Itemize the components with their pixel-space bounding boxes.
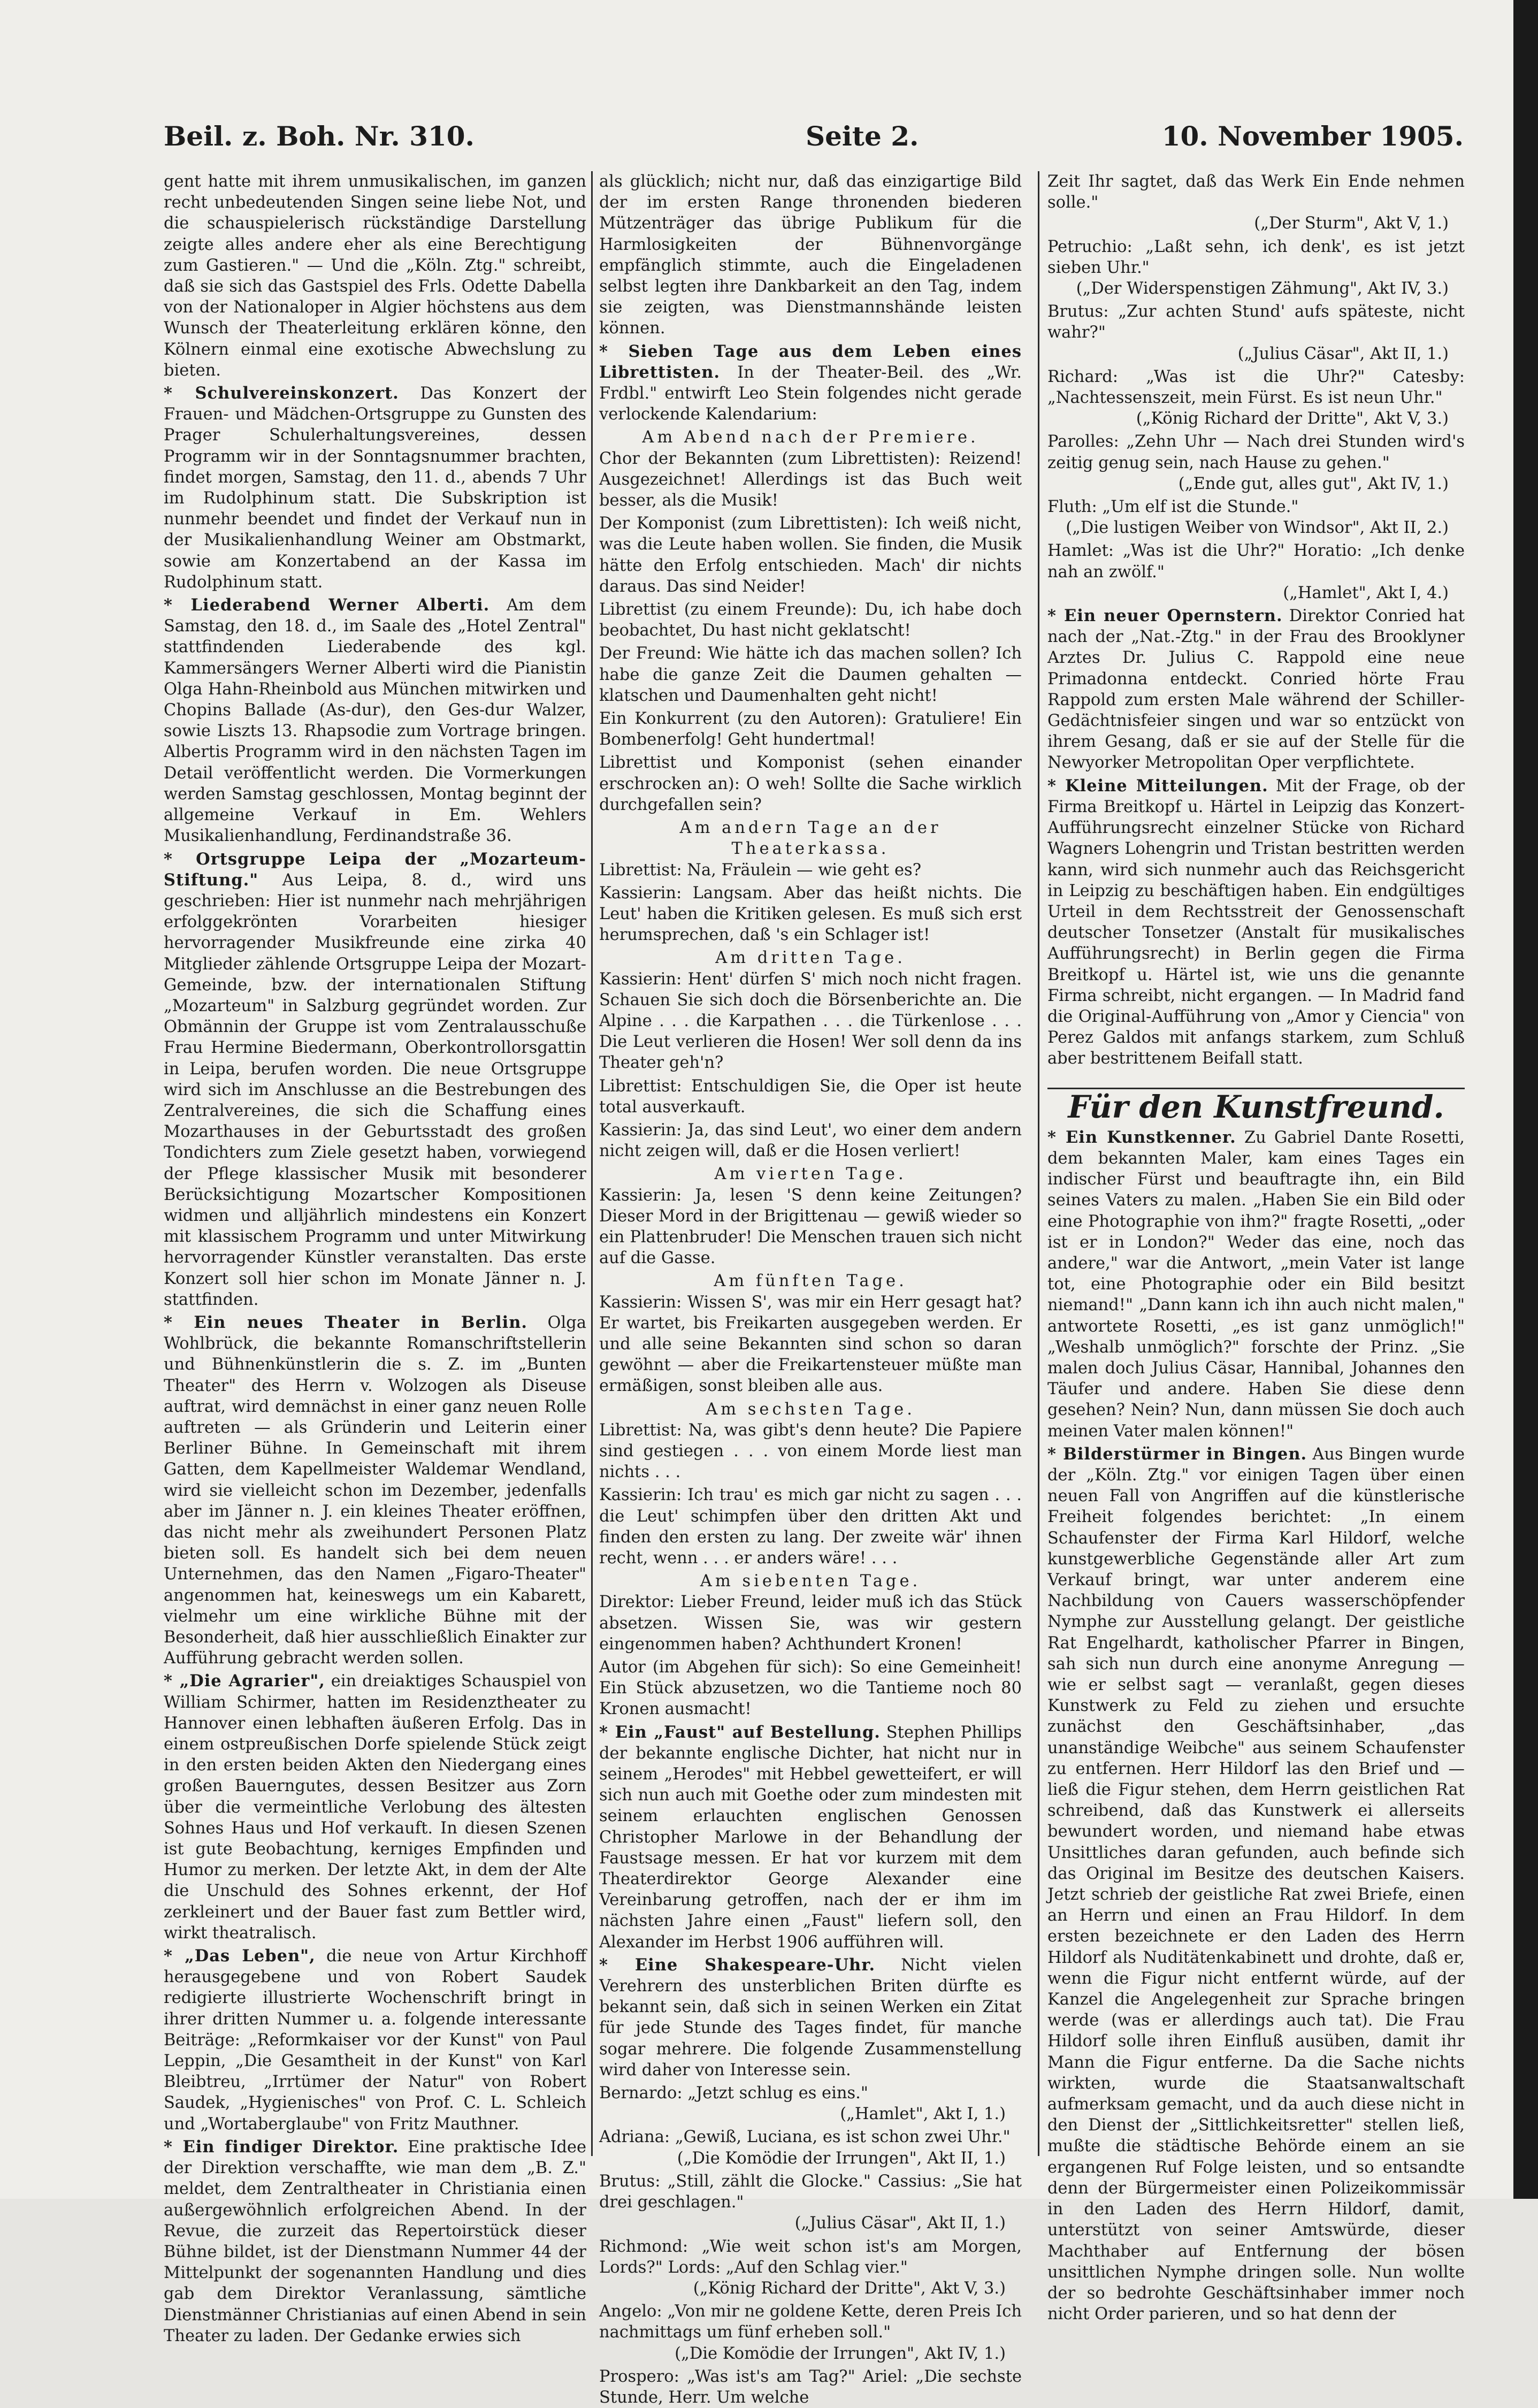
article-text: Stephen Phillips der bekannte englische Dichter, hat nicht nur in seinem „Herodes" mit Hebbel gewetteifert, er will sich nun auch mit Goethe oder zum mindesten mit seinem erlauchten englischen Genossen Christopher Marlowe in der Behandlung der Faustsage messen. Er hat vor kurzem mit dem Theaterdirektor George Alexander eine Vereinbarung getroffen, nach der er ihm im nächsten Jahre einen „Faust" liefern soll, den Alexander im Herbst 1906 aufführen will. [599,1723,1022,1952]
citation: („Hamlet", Akt I, 1.) [840,2105,1006,2124]
article-text: Kassierin: Ja, das sind Leut', wo einer dem andern nicht zeigen will, daß er die Hosen verliert! [599,1120,1022,1161]
article-paragraph [1047,366,1465,430]
article-headline: * Schulvereinskonzert. [164,384,399,403]
article-text: gent hatte mit ihrem unmusikalischen, im ganzen recht unbedeutenden Singen seine liebe Not, und die schauspielerisch rückständige Darstellung zeigte alles andere eher als eine Berechtigung zum Gastieren." — Und die „Köln. Ztg." schreibt, daß sie sich das Gastspiel des Frls. Odette Dabella von der Nationaloper in Algier höchstens aus dem Wunsch der Theaterleitung erklären könne, den Kölnern einmal eine exotische Abwechslung zu bieten. [164,172,586,380]
section-title: Für den Kunstfreund. [1047,1088,1465,1118]
article-paragraph [164,171,586,381]
article-text: Prospero: „Was ist's am Tag?" Ariel: „Die sechste Stunde, Herr. Um welche [599,2367,1022,2407]
scene-heading: Am dritten Tage. [715,949,906,968]
article-text: Direktor Conried hat nach der „Nat.-Ztg." in der Frau des Brooklyner Arztes Dr. Julius C. Rappold eine neue Primadonna entdeckt. Conried hörte Frau Rappold zum ersten Male während der Schiller-Gedächtnisfeier singen und war so entzückt von ihrem Gesang, daß er sie auf der Stelle für die Newyorker Metropolitan Oper verpflichtete. [1047,607,1465,773]
article-text: In der Theater-Beil. des „Wr. Frdbl." entwirft Leo Stein folgendes nicht gerade verlockende Kalendarium: [599,363,1022,424]
article-text: Kassierin: Wissen S', was mir ein Herr gesagt hat? Er wartet, bis Freikarten ausgegeben werden. Er und alle seine Bekannten sind schon so daran gewöhnt — aber die Freikartensteuer müßte man ermäßigen, sonst bleiben alle aus. [599,1293,1022,1396]
article-text: Das Konzert der Frauen- und Mädchen-Ortsgruppe zu Gunsten des Prager Schulerhaltungsvereines, dessen Programm wir in der Sonntagsnummer brachten, findet morgen, Samstag, den 11. d., abends 7 Uhr im Rudolphinum statt. Die Subskription ist nunmehr beendet und findet der Verkauf nun in der Musikalienhandlung Weiner am Obstmarkt, sowie am Konzertabend an der Kassa im Rudolphinum statt. [164,384,587,592]
article-paragraph [1047,431,1465,494]
article-text: Der Freund: Wie hätte ich das machen sollen? Ich habe die ganze Zeit die Daumen gehalten — klatschen und Daumenhalten geht nicht! [599,644,1022,705]
citation: („Hamlet", Akt I, 4.) [1283,583,1449,602]
article-headline: * Ein Kunstkenner. [1047,1127,1236,1147]
article-text: Adriana: „Gewiß, Luciana, es ist schon zwei Uhr." [599,2128,1011,2147]
article-paragraph [164,849,586,1310]
citation: („König Richard der Dritte", Akt V, 3.) [1136,409,1449,429]
article-text: Brutus: „Zur achten Stund' aufs späteste, nicht wahr?" [1047,302,1465,342]
article-paragraph [599,969,1022,1074]
article-text: Angelo: „Von mir ne goldene Kette, deren Preis Ich nachmittags um fünf erheben soll." [599,2302,1022,2342]
article-text: als glücklich; nicht nur, daß das einzigartige Bild der im ersten Range thronenden biederen Mützenträger das übrige Publikum für die Harmlosigkeiten der Bühnenvorgänge empfänglich stimmte, auch die Eingeladenen selbst legten ihre Dankbarkeit an den Tag, indem sie zeigten, was Dienstmannshände leisten können. [599,172,1022,338]
article-text: Autor (im Abgehen für sich): So eine Gemeinheit! Ein Stück abzusetzen, wo die Tantieme noch 80 Kronen ausmacht! [599,1658,1022,1719]
article-paragraph [599,2236,1022,2299]
article-headline: * Ein neuer Opernstern. [1047,606,1283,626]
article-headline: * „Das Leben", [164,1946,316,1966]
article-text: Librettist (zu einem Freunde): Du, ich habe doch beobachtet, Du hast nicht geklatscht! [599,600,1022,640]
scene-heading: Am Abend nach der Premiere. [642,428,979,447]
article-paragraph [1047,301,1465,364]
article-paragraph [599,1292,1022,1397]
article-text: Eine praktische Idee der Direktion verschaffte, wie man dem „B. Z." meldet, dem Zentraltheater in Christiania einen außergewöhnlich erfolgreichen Abend. In der Revue, die zurzeit das Repertoirstück dieser Bühne bildet, ist der Dienstmann Nummer 44 der Mittelpunkt der sogenannten Handlung und dies gab dem Direktor Veranlassung, sämtliche Dienstmänner Christianias auf einen Abend in sein Theater zu laden. Der Gedanke erwies sich [164,2137,586,2345]
article-text: Brutus: „Still, zählt die Glocke." Cassius: „Sie hat drei geschlagen." [599,2172,1022,2212]
article-paragraph [599,513,1022,597]
article-paragraph [599,2171,1022,2234]
article-paragraph [599,1485,1022,1569]
article-text: Zeit Ihr sagtet, daß das Werk Ein Ende nehmen solle." [1047,172,1465,212]
article-paragraph [164,1312,586,1669]
article-paragraph [599,448,1022,511]
scene-heading: Am andern Tage an der Theaterkassa. [679,819,942,859]
article-paragraph [599,1955,1022,2081]
article-paragraph [599,171,1022,339]
issue-number: Beil. z. Boh. Nr. 310. [164,120,475,152]
article-text: Olga Wohlbrück, die bekannte Romanschriftstellerin und Bühnenkünstlerin die s. Z. im „Bunten Theater" des Herrn v. Wolzogen als Diseuse auftrat, wird demnächst in einer ganz neuen Rolle auftreten — als Gründerin und Leiterin einer Berliner Bühne. In Gemeinschaft mit ihrem Gatten, dem Kapellmeister Waldemar Wendland, wird sie vielleicht schon im Dezember, jedenfalls aber im Jänner n. J. ein kleines Theater eröffnen, das nicht mehr als zweihundert Personen Platz bieten soll. Es handelt sich bei dem neuen Unternehmen, das den Namen „Figaro-Theater" angenommen hat, keineswegs um ein Kabarett, vielmehr um eine wirkliche Bühne mit der Besonderheit, daß hier ausschließlich Einakter zur Aufführung gebracht werden sollen. [164,1313,586,1668]
article-paragraph [599,860,1022,881]
article-text: Petruchio: „Laßt sehn, ich denk', es ist jetzt sieben Uhr." [1047,237,1465,277]
citation: („König Richard der Dritte", Akt V, 3.) [693,2279,1006,2298]
article-paragraph [1047,1444,1465,2325]
article-paragraph [599,1420,1022,1483]
article-text: die neue von Artur Kirchhoff herausgegebene und von Robert Saudek redigierte illustrierte Wochenschrift bringt in ihrer dritten Nummer u. a. folgende interessante Beiträge: „Reformkaiser vor der Kunst" von Paul Leppin, „Die Gesamtheit in der Kunst" von Karl Bleibtreu, „Irrtümer der Natur" von Robert Saudek, „Hygienisches" von Prof. C. L. Schleich und „Wortaberglaube" von Fritz Mauthner. [164,1947,586,2134]
issue-date: 10. November 1905. [1161,120,1464,152]
article-paragraph [599,1076,1022,1118]
article-paragraph [599,1120,1022,1161]
article-paragraph [1047,606,1465,774]
column-rule [1038,171,1039,2156]
citation: („Die lustigen Weiber von Windsor", Akt II, 2.) [1066,518,1449,538]
article-paragraph [599,1185,1022,1269]
article-headline: * Liederabend Werner Alberti. [164,595,490,615]
article-paragraph [164,1671,586,1944]
article-paragraph [1047,496,1465,538]
article-paragraph [599,599,1022,641]
scene-heading: Am sechsten Tage. [706,1400,915,1419]
article-paragraph [599,643,1022,706]
article-text: Aus Bingen wurde der „Köln. Ztg." vor einigen Tagen über einen neuen Fall von Angriffen auf die künstlerische Freiheit folgendes berichtet: „In einem Schaufenster der Firma Karl Hildorf, welche kunstgewerbliche Gegenstände aller Art zum Verkauf bringt, war unter anderem eine Nachbildung von Cauers wasserschöpfender Nymphe zur Ausstellung gelangt. Der geistliche Rat Engelhardt, katholischer Pfarrer in Bingen, sah sich nun durch eine anonyme Anregung — wie er selbst sagt — veranlaßt, gegen dieses Kunstwerk zu Feld zu ziehen und ersuchte zunächst den Geschäftsinhaber, „das unanständige Weibche" aus seinem Schaufenster zu entfernen. Herr Hildorf las den Brief und — ließ die Figur stehen, dem Herrn geistlichen Rat schreibend, daß das Kunstwerk ei allerseits bewundert worden, und niemand habe etwas Unsittliches daran gefunden, auch befinde sich das Original im Besitze des deutschen Kaisers. Jetzt schrieb der geistliche Rat zwei Briefe, einen an Herrn und einen an Frau Hildorf. In dem ersten bezeichnete er den Laden des Herrn Hildorf als Nuditätenkabinett und drohte, daß er, wenn die Figur nicht entfernt würde, auf der Kanzel die Angelegenheit zur Sprache bringen werde (was er allerdings auch tat). Die Frau Hildorf solle ihren Einfluß ausüben, damit ihr Mann die Figur entferne. Da die Sache nichts wirkten, wurde die Staatsanwaltschaft aufmerksam gemacht, und da auch diese nicht in den Dienst der „Sittlichkeitsretter" stellen ließ, mußte die städtische Behörde einem an sie ergangenen Ruf Folge leisten, und so entsandte denn der Bürgermeister einen Polizeikommissär in den Laden des Herrn Hildorf, damit, unterstützt von seiner Amtswürde, dieser Machthaber auf Entfernung der bösen unsittlichen Nymphe dringen solle. Nun wollte der so bedrohte Geschäftsinhaber immer noch nicht Order parieren, und so hat denn der [1047,1444,1465,2324]
article-text: Bernardo: „Jetzt schlug es eins." [599,2084,868,2103]
article-text: Librettist: Entschuldigen Sie, die Oper ist heute total ausverkauft. [599,1076,1022,1117]
scene-heading: Am siebenten Tage. [700,1572,921,1591]
article-headline: * Bilderstürmer in Bingen. [1047,1444,1307,1464]
article-paragraph [599,883,1022,946]
article-text: Am dem Samstag, den 18. d., im Saale des „Hotel Zentral" stattfindenden Liederabende des kgl. Kammersängers Werner Alberti wird die Pianistin Olga Hahn-Rheinbold aus München mitwirken und Chopins Ballade (As-dur), den Ges-dur Walzer, sowie Liszts 13. Rhapsodie zum Vortrage bringen. Albertis Programm wird in den nächsten Tagen im Detail veröffentlicht werden. Die Vormerkungen werden Samstag geschlossen, Montag beginnt der allgemeine Verkauf in Em. Wehlers Musikalienhandlung, Ferdinandstraße 36. [164,596,586,846]
article-text: Der Komponist (zum Librettisten): Ich weiß nicht, was die Leute haben wollen. Sie finden, die Musik hätte den Erfolg entschieden. Mach' dir nichts daraus. Das sind Neider! [599,514,1022,596]
article-paragraph [599,1592,1022,1655]
article-text: Richmond: „Wie weit schon ist's am Morgen, Lords?" Lords: „Auf den Schlag vier." [599,2237,1022,2277]
article-headline: * Ein neues Theater in Berlin. [164,1312,528,1332]
article-text: Aus Leipa, 8. d., wird uns geschrieben: Hier ist nunmehr nach mehrjährigen erfolggekrönten Vorarbeiten hiesiger hervorragender Musikfreunde eine zirka 40 Mitglieder zählende Ortsgruppe Leipa der Mozart-Gemeinde, bzw. der internationalen Stiftung „Mozarteum" in Salzburg gegründet worden. Zur Obmännin der Gruppe ist vom Zentralausschuße Frau Hermine Biedermann, Oberkontrollorsgattin in Leipa, berufen worden. Die neue Ortsgruppe wird sich im Anschlusse an die Bestrebungen des Zentralvereines, die sich die Schaffung eines Mozarthauses in der Geburtsstadt des großen Tondichters zum Ziele gesetzt haben, vorwiegend der Pflege klassischer Musik mit besonderer Berücksichtigung Mozartscher Kompositionen widmen und alljährlich mindestens ein Konzert mit klassischem Programm und unter Mitwirkung hervorragender Künstler veranstalten. Das erste Konzert soll hier schon im Monate Jänner n. J. stattfinden. [164,870,586,1309]
article-headline: * Ortsgruppe Leipa der „Mozarteum-Stiftung." [164,849,586,890]
article-text: Fluth: „Um elf ist die Stunde." [1047,498,1299,517]
column-2 [599,171,1022,2407]
article-paragraph [1047,236,1465,300]
article-text: Parolles: „Zehn Uhr — Nach drei Stunden wird's zeitig genug sein, nach Hause zu gehen." [1047,432,1465,472]
article-text: Zu Gabriel Dante Rosetti, dem bekannten Maler, kam eines Tages ein indischer Fürst und beauftragte ihn, ein Bild seines Vaters zu malen. „Haben Sie ein Bild oder eine Photographie von ihm?" fragte Rosetti, „oder ist er in London?" Weder das eine, noch das andere," war die Antwort, „mein Vater ist lange tot, eine Photographie oder ein Bild besitzt niemand!" „Dann kann ich ihn auch nicht malen," antwortete Rosetti, „es ist ganz unmöglich!" „Weshalb unmöglich?" forschte der Prinz. „Sie malen doch Julius Cäsar, Hannibal, Johannes den Täufer und andere. Haben Sie diese denn gesehen? Nein? Nun, dann müssen Sie doch auch meinen Vater malen können!" [1047,1128,1465,1441]
article-paragraph [599,2366,1022,2408]
article-paragraph [164,1946,586,2135]
article-paragraph [599,2301,1022,2364]
scene-heading: Am vierten Tage. [714,1165,907,1184]
article-headline: * Ein findiger Direktor. [164,2137,399,2157]
article-paragraph [599,341,1022,425]
scan-edge [1513,0,1538,2199]
citation: („Der Sturm", Akt V, 1.) [1254,214,1449,233]
article-paragraph [164,383,586,593]
article-paragraph [1047,1127,1465,1442]
column-rule [591,171,593,2156]
column-3 [1047,171,1465,2324]
article-paragraph [164,595,586,846]
article-text: Chor der Bekannten (zum Librettisten): Reizend! Ausgezeichnet! Allerdings ist das Buch weit besser, als die Musik! [599,449,1022,510]
article-text: Nicht vielen Verehrern des unsterblichen Briten dürfte es bekannt sein, daß sich in seinen Werken ein Zitat für jede Stunde des Tages findet, für manche sogar mehrere. Die folgende Zusammenstellung wird daher von Interesse sein. [599,1955,1022,2080]
article-text: Richard: „Was ist die Uhr?" Catesby: „Nachtessenszeit, mein Fürst. Es ist neun Uhr." [1047,367,1465,408]
article-text: Kassierin: Ja, lesen 'S denn keine Zeitungen? Dieser Mord in der Brigittenau — gewiß wieder so ein Plattenbruder! Die Menschen trauen sich nicht auf die Gasse. [599,1186,1022,1268]
article-headline: * Kleine Mitteilungen. [1047,776,1268,796]
article-paragraph [599,708,1022,750]
article-text: Direktor: Lieber Freund, leider muß ich das Stück absetzen. Wissen Sie, was wir gestern eingenommen haben? Achthundert Kronen! [599,1593,1022,1654]
article-paragraph [1047,171,1465,234]
page-header [164,120,1464,158]
article-paragraph [599,2083,1022,2124]
article-text: Kassierin: Hent' dürfen S' mich noch nicht fragen. Schauen Sie sich doch die Börsenberichte an. Die Alpine . . . die Karpathen . . . die Türkenlose . . . Die Leut verlieren die Hosen! Wer soll denn da ins Theater geh'n? [599,969,1022,1073]
article-headline: * Ein „Faust" auf Bestellung. [599,1722,881,1742]
article-text: ein dreiaktiges Schauspiel von William Schirmer, hatten im Residenztheater zu Hannover einen lebhaften äußeren Erfolg. Das in einem ostpreußischen Dorfe spielende Stück zeigt in den ersten beiden Akten den Niedergang eines großen Bauerngutes, dessen Besitzer aus Zorn über die vermeintliche Verlobung des ältesten Sohnes Haus und Hof verkauft. In diesen Szenen ist gute Beobachtung, kerniges Empfinden und Humor zu merken. Der letzte Akt, in dem der Alte die Unschuld des Sohnes erkennt, der Hof zerkleinert und der Bauer fast zum Bettler wird, wirkt theatralisch. [164,1672,586,1943]
article-text: Librettist: Na, was gibt's denn heute? Die Papiere sind gestiegen . . . von einem Morde liest man nichts . . . [599,1420,1022,1482]
article-headline: * Eine Shakespeare-Uhr. [599,1955,876,1975]
article-text: Librettist: Na, Fräulein — wie geht es? [599,860,922,880]
citation: („Julius Cäsar", Akt II, 1.) [1237,344,1449,363]
citation: („Ende gut, alles gut", Akt IV, 1.) [1178,474,1449,493]
article-text: Kassierin: Ich trau' es mich gar nicht zu sagen . . . die Leut' schimpfen über den dritten Akt und finden den ersten zu lang. Der zweite wär' ihnen recht, wenn . . . er anders wäre! . . . [599,1486,1022,1568]
article-paragraph [599,752,1022,815]
article-paragraph [599,1657,1022,1720]
article-headline: * „Die Agrarier", [164,1671,325,1691]
citation: („Die Komödie der Irrungen", Akt II, 1.) [677,2149,1006,2168]
column-1 [164,171,587,2345]
citation: („Julius Cäsar", Akt II, 1.) [794,2214,1006,2233]
article-text: Hamlet: „Was ist die Uhr?" Horatio: „Ich denke nah an zwölf." [1047,541,1465,582]
page-number: Seite 2. [806,120,919,152]
article-paragraph [1047,776,1465,1069]
article-text: Mit der Frage, ob der Firma Breitkopf u. Härtel in Leipzig das Konzert-Aufführungsrecht einzelner Stücke von Richard Wagners Lohengrin und Tristan bestritten werden kann, wird sich nunmehr auch das Reichsgericht in Leipzig zu beschäftigen haben. Ein endgültiges Urteil in dem Rechtsstreit der Genossenschaft deutscher Tonsetzer (Anstalt für musikalisches Aufführungsrecht) in Berlin gegen die Firma Breitkopf u. Härtel ist, wie uns die genannte Firma schreibt, nicht ergangen. — In Madrid fand die Original-Aufführung von „Amor y Ciencia" von Perez Galdos mit anfangs starkem, zum Schluß aber bestrittenem Beifall statt. [1047,776,1465,1068]
article-text: Librettist und Komponist (sehen einander erschrocken an): O weh! Sollte die Sache wirklich durchgefallen sein? [599,753,1022,814]
citation: („Der Widerspenstigen Zähmung", Akt IV, 3.) [1076,279,1449,299]
article-paragraph [599,2127,1022,2168]
article-text: Ein Konkurrent (zu den Autoren): Gratuliere! Ein Bombenerfolg! Geht hundertmal! [599,709,1022,750]
article-paragraph [599,1722,1022,1953]
article-headline: * Sieben Tage aus dem Leben eines Librettisten. [599,341,1022,382]
citation: („Die Komödie der Irrungen", Akt IV, 1.) [675,2344,1006,2363]
article-paragraph [1047,540,1465,603]
scene-heading: Am fünften Tage. [714,1272,907,1291]
article-paragraph [164,2137,586,2346]
article-text: Kassierin: Langsam. Aber das heißt nichts. Die Leut' haben die Kritiken gelesen. Es muß sich erst herumsprechen, daß 's ein Schlager ist! [599,883,1022,945]
